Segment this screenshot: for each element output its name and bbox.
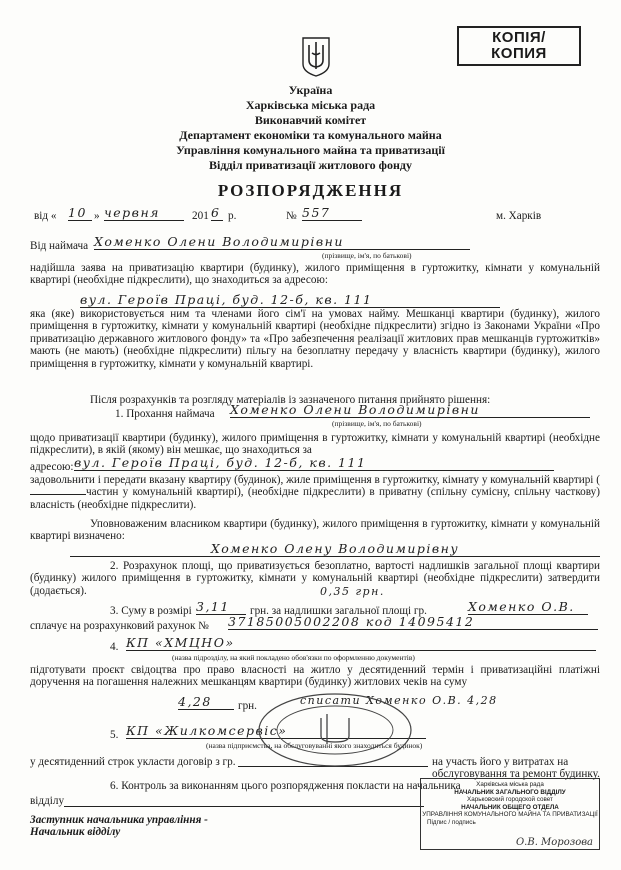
order-number: 557 — [302, 205, 362, 221]
item1-text2b: частин у комунальній квартирі), (необхідне підкреслити) в приватну (спільну сумісну, спільну часткову) власність (необхідне підкреслити). — [30, 486, 600, 511]
item2-text: 2. Розрахунок площі, що приватизується безоплатно, вартості надлишків загальної площі квартири (будинку) жилого приміщення в гуртожитку, кімнати у комунальній квартирі (необхідне підкреслити) затвердити (додається). — [30, 560, 600, 597]
item5-hint: (назва підприємства, на обслуговуванні якого знаходиться будинок) — [206, 741, 423, 750]
item4-org: КП «ХМЦНО» — [126, 635, 596, 651]
header-council: Харківська міська рада — [245, 98, 376, 112]
item3-mid: грн. за надлишки загальної площі гр. — [250, 605, 427, 617]
tenant-name: Хоменко Олени Володимирівни — [94, 234, 470, 250]
header-division: Відділ приватизації житлового фонду — [209, 158, 412, 172]
round-stamp — [255, 690, 415, 770]
stamp-line5: УПРАВЛІННЯ КОМУНАЛЬНОГО МАЙНА ТА ПРИВАТИЗАЦІЇ — [422, 811, 598, 819]
header-department: Департамент економіки та комунального майна — [179, 128, 442, 142]
item5-org: КП «Жилкомсервіс» — [126, 723, 426, 739]
item1-owner: Хоменко Олену Володимирівну — [70, 541, 600, 557]
item5-label: 5. — [110, 729, 119, 741]
date-day: 10 — [68, 205, 92, 221]
item1-text2 — [30, 474, 600, 511]
item3-line2: сплачує на розрахунковий рахунок № — [30, 620, 209, 632]
signature-line2: Начальник відділу — [30, 826, 121, 838]
item1-label: 1. Прохання наймача — [115, 408, 215, 420]
item5-text-b: на участь його у витратах на обслуговування та ремонт будинку. — [432, 756, 600, 780]
item3-payer: Хоменко О.В. — [468, 599, 588, 615]
item4-text: підготувати проєкт свідоцтва про право власності на житло у десятиденний термін і приватизаційні платіжні доручення на погашення належних мешканцям квартири (будинку) житлових чеків на суму — [30, 664, 600, 689]
year-digit: 6 — [211, 205, 223, 221]
document-title: РОЗПОРЯДЖЕННЯ — [217, 181, 404, 200]
item3-label: 3. Суму в розмірі — [110, 605, 192, 617]
address-handwritten: вул. Героїв Праці, буд. 12-б, кв. 111 — [80, 292, 500, 308]
item5-text: у десятиденний строк укласти договір з гр. — [30, 756, 236, 768]
tenant-hint: (прізвище, ім'я, по батькові) — [322, 251, 412, 260]
copy-stamp — [457, 26, 581, 66]
item1-addr-label: адресою: — [30, 461, 74, 473]
number-label: № — [286, 210, 297, 222]
stamp-line2: НАЧАЛЬНИК ЗАГАЛЬНОГО ВІДДІЛУ — [454, 788, 566, 796]
copy-stamp-line2: КОПИЯ — [491, 45, 547, 62]
stamp-line1: Харківська міська рада — [476, 781, 544, 788]
item1-name: Хоменко Олени Володимирівни — [230, 402, 590, 418]
item4-sum: 4,28 — [178, 694, 234, 710]
item6-text: 6. Контроль за виконанням цього розпорядження покласти на начальника — [110, 780, 461, 792]
signature-title — [30, 814, 208, 838]
item1-text2a: задовольнити і передати вказану квартиру (будинок), жиле приміщення в гуртожитку, кімнату у комунальній квартирі ( — [30, 474, 600, 486]
item4-sum-suffix: грн. — [238, 700, 257, 712]
date-month: червня — [104, 205, 184, 221]
date-mid: » — [94, 210, 100, 222]
item1-text: щодо приватизації квартири (будинку), жилого приміщення в гуртожитку, кімнати у комунальній квартирі (необхідне підкреслити), в якій (якому) він мешкає, що знаходиться за — [30, 432, 600, 457]
item6-blank — [64, 806, 424, 807]
header-country: Україна — [288, 83, 333, 97]
city: м. Харків — [496, 210, 542, 222]
header-committee: Виконавчий комітет — [254, 113, 367, 127]
item1-hint: (прізвище, ім'я, по батькові) — [332, 419, 422, 428]
item3-sum: 3,11 — [196, 599, 246, 615]
paragraph-application: надійшла заява на приватизацію квартири (будинку), жилого приміщення в гуртожитку, кімнати у комунальній квартирі (необхідне підкреслити), що знаходиться за адресою: — [30, 262, 600, 287]
item1-share-blank — [30, 494, 86, 495]
item2-handwritten: 0,35 грн. — [320, 585, 385, 598]
stamp-line3: Харьковский городской совет — [467, 796, 553, 804]
stamp-line6: Підпис / подпись — [427, 818, 476, 826]
stamp-signature: О.В. Морозова — [515, 837, 593, 849]
date-line — [34, 207, 594, 225]
paragraph-decision: Після розрахунків та розгляду матеріалів із зазначеного питання прийнято рішення: — [90, 394, 491, 406]
year-suffix: р. — [228, 210, 237, 222]
item1-address: вул. Героїв Праці, буд. 12-б, кв. 111 — [74, 455, 554, 471]
copy-stamp-line1: КОПІЯ/ — [492, 29, 546, 46]
square-stamp — [420, 778, 600, 850]
item4-extra: списати Хоменко О.В. 4,28 — [300, 694, 498, 707]
item4-label: 4. — [110, 641, 119, 653]
stamp-line4: НАЧАЛЬНИК ОБЩЕГО ОТДЕЛА — [461, 803, 559, 811]
item6-label2: відділу — [30, 795, 65, 807]
date-prefix: від « — [34, 210, 57, 222]
signature-line1: Заступник начальника управління - — [30, 814, 208, 826]
paragraph-residents: яка (яке) використовується ним та членами його сім'ї на умовах найму. Мешканці квартири (будинку), жилого приміщення в гуртожитку, кімнати у комунальній квартирі (необхідне підкреслити) згідно із Законами України «Про приватизацію державного житлового фонду» та «Про забезпечення реалізації житлових прав мешканців гуртожитків» мають (не мають) (необхідне підкреслити) пільгу на безоплатну передачу у власність квартири (будинку), жилого приміщення в гуртожитку, кімнати у комунальній квартирі. — [30, 308, 600, 370]
tenant-label: Від наймача — [30, 240, 89, 252]
item1-text3: Уповноваженим власником квартири (будинку), жилого приміщення в гуртожитку, кімнати у комунальній квартирі визначено: — [30, 518, 600, 543]
year-prefix: 201 — [192, 210, 209, 222]
header-directorate: Управління комунального майна та приватизації — [176, 143, 445, 157]
coat-of-arms-icon — [300, 36, 332, 78]
item3-account: 37185005002208 код 14095412 — [228, 614, 598, 630]
item4-hint: (назва підрозділу, на який покладено обов'язки по оформленню документів) — [172, 653, 415, 662]
